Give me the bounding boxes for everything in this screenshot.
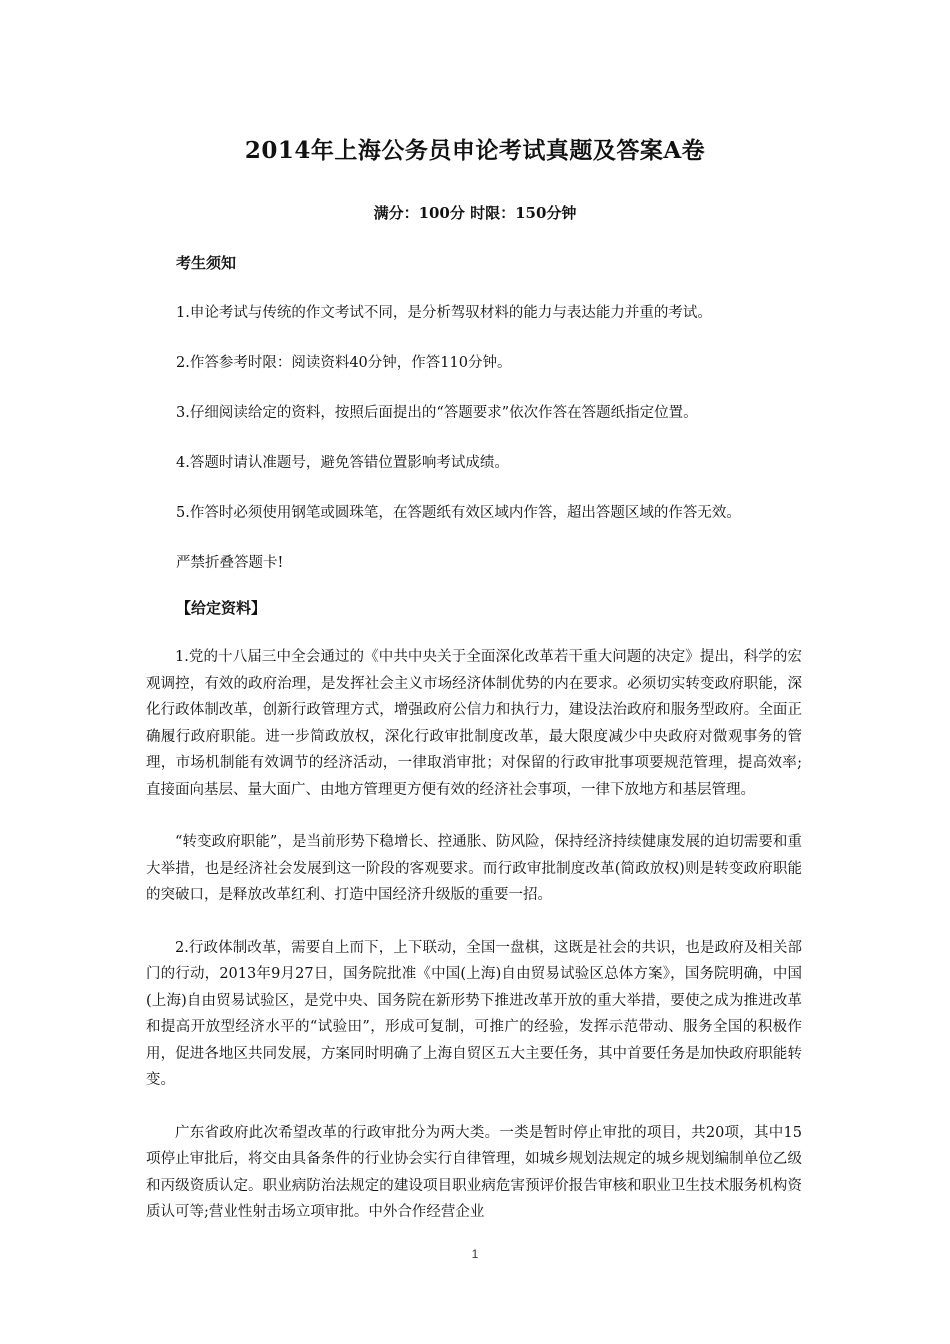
notice-item: 5.作答时必须使用钢笔或圆珠笔，在答题纸有效区域内作答，超出答题区域的作答无效。	[176, 505, 741, 521]
material-paragraph: 广东省政府此次希望改革的行政审批分为两大类。一类是暂时停止审批的项目，共20项，其中15项停止审批后，将交由具备条件的行业协会实行自律管理，如城乡规划法规定的城乡规划编制单位乙级和丙级资质认定。职业病防治法规定的建设项目职业病危害预评价报告审核和职业卫生技术服务机构资质认可等;营业性射击场立项审批。中外合作经营企业	[146, 1124, 802, 1220]
notice-item: 1.申论考试与传统的作文考试不同，是分析驾驭材料的能力与表达能力并重的考试。	[176, 305, 712, 321]
exam-info: 满分：100分 时限：150分钟	[373, 204, 577, 222]
material-paragraph: “转变政府职能”，是当前形势下稳增长、控通胀、防风险，保持经济持续健康发展的迫切需要和重大举措，也是经济社会发展到这一阶段的客观要求。而行政审批制度改革(简政放权)则是转变政府职能的突破口，是释放改革红利、打造中国经济升级版的重要一招。	[146, 834, 802, 903]
material-paragraph: 2.行政体制改革，需要自上而下，上下联动，全国一盘棋，这既是社会的共识，也是政府及相关部门的行动，2013年9月27日，国务院批准《中国(上海)自由贸易试验区总体方案》，国务院明确，中国(上海)自由贸易试验区，是党中央、国务院在新形势下推进改革开放的重大举措，要使之成为推进改革和提高开放型经济水平的“试验田”，形成可复制，可推广的经验，发挥示范带动、服务全国的积极作用，促进各地区共同发展，方案同时明确了上海自贸区五大主要任务，其中首要任务是加快政府职能转变。	[146, 939, 802, 1088]
material-body	[146, 644, 802, 1252]
notice-item: 3.仔细阅读给定的资料，按照后面提出的“答题要求”依次作答在答题纸指定位置。	[176, 405, 698, 421]
material-paragraph: 1.党的十八届三中全会通过的《中共中央关于全面深化改革若干重大问题的决定》提出，科学的宏观调控，有效的政府治理，是发挥社会主义市场经济体制优势的内在要求。必须切实转变政府职能，深化行政体制改革，创新行政管理方式，增强政府公信力和执行力，建设法治政府和服务型政府。全面正确履行政府职能。进一步简政放权，深化行政审批制度改革，最大限度减少中央政府对微观事务的管理，市场机制能有效调节的经济活动，一律取消审批；对保留的行政审批事项要规范管理，提高效率;直接面向基层、量大面广、由地方管理更方便有效的经济社会事项，一律下放地方和基层管理。	[146, 649, 802, 798]
material-heading: 【给定资料】	[176, 599, 267, 617]
notice-item: 4.答题时请认准题号，避免答错位置影响考试成绩。	[176, 455, 509, 471]
notice-item: 2.作答参考时限：阅读资料40分钟，作答110分钟。	[176, 355, 512, 371]
notice-warning: 严禁折叠答题卡!	[176, 555, 284, 571]
document-title: 2014年上海公务员申论考试真题及答案A卷	[244, 137, 706, 164]
page-number: 1	[471, 1247, 479, 1261]
notice-heading: 考生须知	[176, 254, 237, 272]
exam-notice	[176, 252, 826, 574]
